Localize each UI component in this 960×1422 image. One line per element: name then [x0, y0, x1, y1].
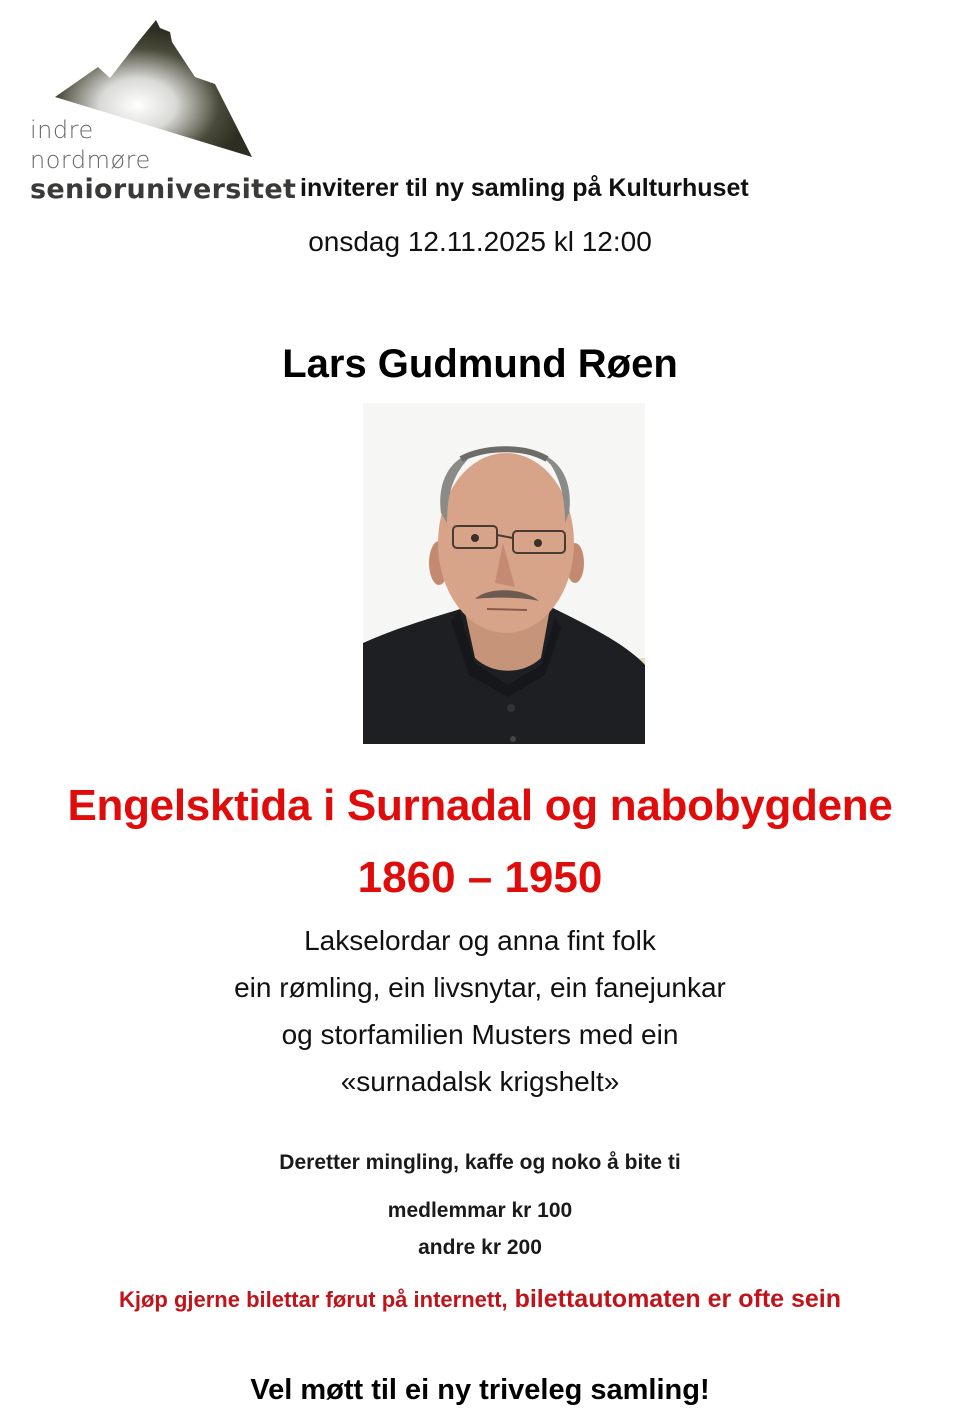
logo-line-indre: indre: [30, 116, 94, 144]
logo-line-senioruniversitet: senioruniversitet: [30, 174, 297, 205]
price-members: medlemmar kr 100: [387, 1199, 573, 1222]
invite-heading: inviterer til ny samling på Kulturhuset: [300, 174, 749, 202]
description-line: «surnadalsk krigshelt»: [340, 1066, 620, 1097]
logo-line-nordmore: nordmøre: [30, 146, 151, 174]
price-others: andre kr 200: [418, 1236, 542, 1259]
ticket-notice-part2: bilettautomaten er ofte sein: [507, 1285, 842, 1313]
mingle-info: Deretter mingling, kaffe og noko å bite ti: [279, 1151, 681, 1174]
description-line: og storfamilien Musters med ein: [281, 1019, 679, 1050]
organization-logo: [10, 12, 297, 212]
description-line: Lakselordar og anna fint folk: [304, 925, 656, 956]
event-date: onsdag 12.11.2025 kl 12:00: [308, 226, 652, 257]
speaker-portrait: [363, 403, 645, 744]
closing-message: Vel møtt til ei ny triveleg samling!: [250, 1374, 710, 1406]
ticket-notice-part1: Kjøp gjerne bilettar førut på internett,: [118, 1287, 508, 1312]
ticket-notice: [0, 1285, 960, 1314]
talk-title: Engelsktida i Surnadal og nabobygdene: [67, 781, 893, 830]
description-line: ein rømling, ein livsnytar, ein fanejunkar: [234, 972, 726, 1003]
speaker-name: Lars Gudmund Røen: [282, 342, 678, 386]
talk-years: 1860 – 1950: [357, 853, 603, 902]
